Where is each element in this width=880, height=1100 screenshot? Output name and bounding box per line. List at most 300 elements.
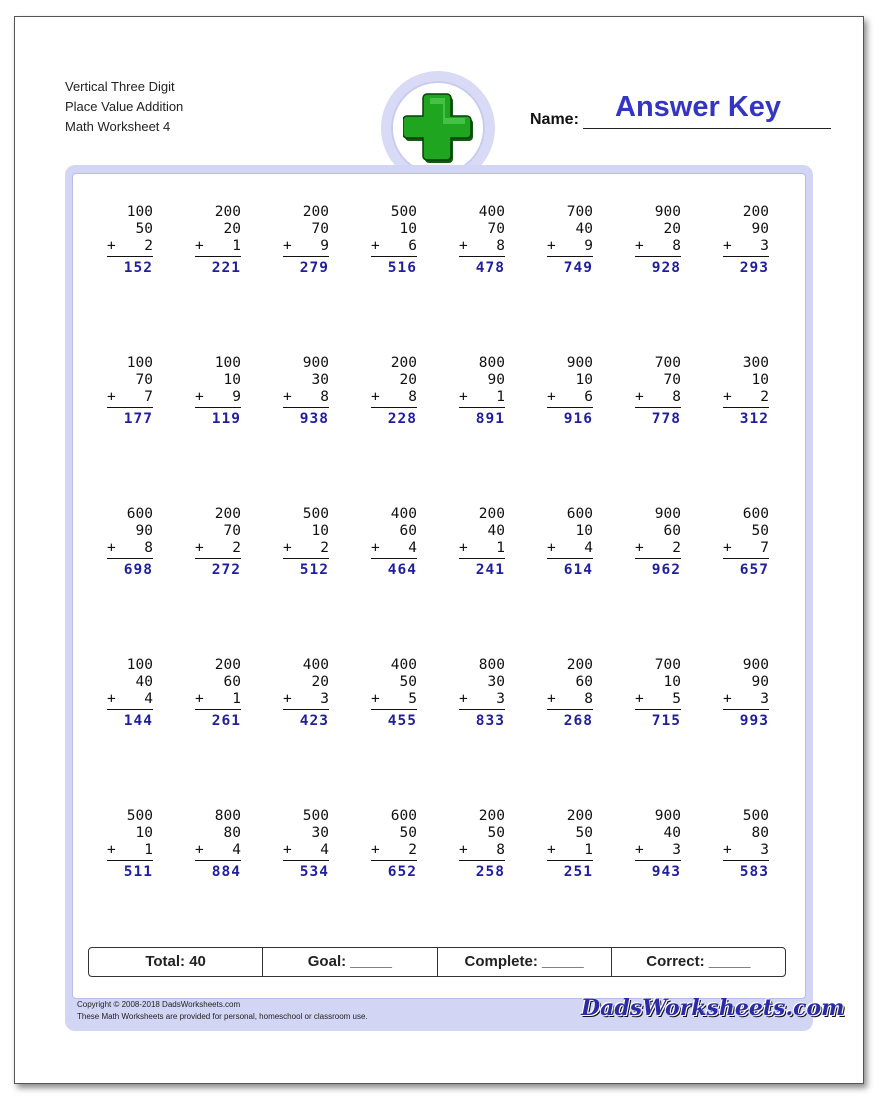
addition-problem <box>459 204 505 277</box>
plus-sign: + <box>107 540 116 556</box>
addend-3-row <box>459 842 505 861</box>
addition-problem <box>107 808 153 881</box>
addend-2: 10 <box>575 372 593 388</box>
answer: 177 <box>123 411 153 427</box>
addend-3-row <box>547 691 593 710</box>
answer: 833 <box>475 713 505 729</box>
plus-sign: + <box>459 842 468 858</box>
name-field-line[interactable] <box>583 128 831 129</box>
plus-sign: + <box>459 389 468 405</box>
addend-3-row <box>547 238 593 257</box>
addend-3-row <box>107 691 153 710</box>
addend-3-row <box>723 691 769 710</box>
title-line-1: Vertical Three Digit <box>65 79 175 94</box>
plus-sign: + <box>723 691 732 707</box>
plus-sign: + <box>635 238 644 254</box>
plus-sign: + <box>195 540 204 556</box>
addend-2: 10 <box>223 372 241 388</box>
plus-sign: + <box>371 842 380 858</box>
addition-problem <box>723 506 769 579</box>
addend-2: 50 <box>399 825 417 841</box>
addend-2: 90 <box>751 221 769 237</box>
answer: 152 <box>123 260 153 276</box>
plus-sign: + <box>723 842 732 858</box>
addend-3-row <box>547 540 593 559</box>
addend-3: 9 <box>232 389 241 405</box>
plus-sign: + <box>107 691 116 707</box>
plus-sign: + <box>635 389 644 405</box>
addition-problem <box>723 657 769 730</box>
addend-3: 8 <box>320 389 329 405</box>
addend-3-row <box>107 389 153 408</box>
plus-sign: + <box>107 842 116 858</box>
addend-3-row <box>547 842 593 861</box>
plus-sign: + <box>723 389 732 405</box>
addend-3-row <box>371 389 417 408</box>
addend-3: 2 <box>320 540 329 556</box>
addend-2: 70 <box>135 372 153 388</box>
addend-1: 300 <box>742 355 769 371</box>
addition-problem <box>635 808 681 881</box>
addition-problem <box>107 355 153 428</box>
copyright-line-1: Copyright © 2008-2018 DadsWorksheets.com <box>77 1000 241 1009</box>
answer: 715 <box>651 713 681 729</box>
answer: 614 <box>563 562 593 578</box>
addition-problem <box>283 355 329 428</box>
addend-3-row <box>195 842 241 861</box>
plus-sign: + <box>547 842 556 858</box>
copyright-notice <box>77 999 368 1023</box>
addition-problem <box>195 657 241 730</box>
addend-2: 90 <box>135 523 153 539</box>
addend-3-row <box>459 540 505 559</box>
addition-problem <box>371 808 417 881</box>
addition-problem <box>635 506 681 579</box>
addend-3-row <box>723 238 769 257</box>
answer: 312 <box>739 411 769 427</box>
answer: 928 <box>651 260 681 276</box>
answer: 251 <box>563 864 593 880</box>
addend-2: 30 <box>311 825 329 841</box>
answer: 228 <box>387 411 417 427</box>
addend-3: 3 <box>760 238 769 254</box>
addend-1: 600 <box>566 506 593 522</box>
addition-problem <box>635 355 681 428</box>
addend-3-row <box>283 691 329 710</box>
plus-sign: + <box>107 389 116 405</box>
title-line-3: Math Worksheet 4 <box>65 119 171 134</box>
addend-1: 200 <box>390 355 417 371</box>
addend-3-row <box>635 842 681 861</box>
addend-3: 1 <box>144 842 153 858</box>
addition-problem <box>107 204 153 277</box>
addend-1: 900 <box>654 204 681 220</box>
answer: 938 <box>299 411 329 427</box>
addend-2: 80 <box>223 825 241 841</box>
addend-3-row <box>283 389 329 408</box>
addition-problem <box>371 506 417 579</box>
addition-problem <box>459 657 505 730</box>
addend-3-row <box>635 691 681 710</box>
addend-3: 5 <box>672 691 681 707</box>
addend-2: 30 <box>487 674 505 690</box>
addend-3: 4 <box>232 842 241 858</box>
answer: 657 <box>739 562 769 578</box>
addition-problem <box>459 506 505 579</box>
addend-2: 10 <box>751 372 769 388</box>
addition-problem <box>283 808 329 881</box>
addend-1: 200 <box>214 506 241 522</box>
answer: 891 <box>475 411 505 427</box>
addend-1: 900 <box>302 355 329 371</box>
complete-cell: Complete: _____ <box>438 948 612 976</box>
addition-problem <box>283 657 329 730</box>
addend-3: 1 <box>584 842 593 858</box>
addend-2: 10 <box>663 674 681 690</box>
plus-sign: + <box>371 238 380 254</box>
addition-problem <box>195 355 241 428</box>
addend-3-row <box>635 540 681 559</box>
answer: 144 <box>123 713 153 729</box>
addend-2: 40 <box>135 674 153 690</box>
addend-1: 200 <box>566 808 593 824</box>
addend-2: 10 <box>311 523 329 539</box>
addend-3: 7 <box>144 389 153 405</box>
addend-3: 9 <box>584 238 593 254</box>
addend-1: 200 <box>214 204 241 220</box>
problem-frame <box>65 165 845 1031</box>
addend-2: 90 <box>487 372 505 388</box>
plus-sign: + <box>195 389 204 405</box>
addend-2: 60 <box>399 523 417 539</box>
plus-sign: + <box>547 540 556 556</box>
addend-2: 40 <box>575 221 593 237</box>
addend-2: 60 <box>663 523 681 539</box>
addend-3-row <box>107 540 153 559</box>
answer: 652 <box>387 864 417 880</box>
addend-1: 200 <box>478 506 505 522</box>
plus-sign: + <box>547 691 556 707</box>
answer-key-text: Answer Key <box>615 91 782 123</box>
addend-3-row <box>547 389 593 408</box>
answer: 258 <box>475 864 505 880</box>
title-line-2: Place Value Addition <box>65 99 184 114</box>
plus-sign: + <box>723 238 732 254</box>
addend-3: 1 <box>496 540 505 556</box>
addend-2: 50 <box>487 825 505 841</box>
addend-1: 700 <box>654 657 681 673</box>
addend-1: 100 <box>214 355 241 371</box>
answer: 293 <box>739 260 769 276</box>
addend-1: 200 <box>302 204 329 220</box>
addend-3: 2 <box>672 540 681 556</box>
addition-problem <box>723 204 769 277</box>
answer: 241 <box>475 562 505 578</box>
answer: 534 <box>299 864 329 880</box>
plus-sign: + <box>283 238 292 254</box>
addition-problem <box>195 204 241 277</box>
answer: 583 <box>739 864 769 880</box>
addend-3: 4 <box>320 842 329 858</box>
addend-3-row <box>459 238 505 257</box>
plus-sign: + <box>283 842 292 858</box>
plus-sign: + <box>635 691 644 707</box>
addend-3-row <box>283 842 329 861</box>
answer: 221 <box>211 260 241 276</box>
addition-problem <box>459 355 505 428</box>
answer: 279 <box>299 260 329 276</box>
score-bar <box>88 947 786 977</box>
plus-icon <box>403 91 475 167</box>
addend-3: 5 <box>408 691 417 707</box>
addend-3: 8 <box>672 238 681 254</box>
addend-2: 20 <box>663 221 681 237</box>
addend-1: 500 <box>302 506 329 522</box>
addend-2: 70 <box>223 523 241 539</box>
addend-3-row <box>723 842 769 861</box>
addition-problem <box>723 808 769 881</box>
addend-1: 800 <box>214 808 241 824</box>
addend-1: 500 <box>390 204 417 220</box>
addend-1: 500 <box>742 808 769 824</box>
addend-3: 1 <box>496 389 505 405</box>
addend-3-row <box>107 238 153 257</box>
addend-1: 100 <box>126 204 153 220</box>
answer: 698 <box>123 562 153 578</box>
plus-sign: + <box>459 691 468 707</box>
addition-problem <box>283 204 329 277</box>
addend-2: 70 <box>311 221 329 237</box>
addend-3: 4 <box>408 540 417 556</box>
plus-sign: + <box>195 691 204 707</box>
worksheet-title <box>65 77 183 137</box>
total-cell: Total: 40 <box>89 948 263 976</box>
addition-problem <box>371 355 417 428</box>
plus-sign: + <box>635 540 644 556</box>
addend-3: 4 <box>584 540 593 556</box>
addend-3: 1 <box>232 691 241 707</box>
addend-1: 700 <box>654 355 681 371</box>
addend-1: 400 <box>478 204 505 220</box>
addend-2: 70 <box>487 221 505 237</box>
addend-3-row <box>195 540 241 559</box>
addend-1: 600 <box>742 506 769 522</box>
addend-1: 500 <box>302 808 329 824</box>
addend-2: 30 <box>311 372 329 388</box>
addition-problem <box>547 808 593 881</box>
answer: 511 <box>123 864 153 880</box>
goal-cell: Goal: _____ <box>263 948 437 976</box>
addition-problem <box>547 204 593 277</box>
addend-3: 8 <box>408 389 417 405</box>
answer: 943 <box>651 864 681 880</box>
addend-2: 10 <box>135 825 153 841</box>
plus-sign: + <box>283 540 292 556</box>
addend-3: 4 <box>144 691 153 707</box>
plus-sign: + <box>283 691 292 707</box>
addend-3-row <box>459 389 505 408</box>
addend-3-row <box>283 238 329 257</box>
addend-3-row <box>283 540 329 559</box>
addition-problem <box>371 657 417 730</box>
addend-2: 50 <box>399 674 417 690</box>
addend-3-row <box>459 691 505 710</box>
addend-2: 10 <box>399 221 417 237</box>
answer: 464 <box>387 562 417 578</box>
addend-3: 2 <box>232 540 241 556</box>
plus-sign: + <box>547 389 556 405</box>
plus-sign: + <box>195 238 204 254</box>
addend-3: 7 <box>760 540 769 556</box>
addend-1: 900 <box>566 355 593 371</box>
answer: 512 <box>299 562 329 578</box>
answer: 455 <box>387 713 417 729</box>
addend-1: 800 <box>478 355 505 371</box>
addend-1: 900 <box>654 808 681 824</box>
addend-3: 1 <box>232 238 241 254</box>
addend-3: 3 <box>672 842 681 858</box>
addend-1: 700 <box>566 204 593 220</box>
addend-3-row <box>371 238 417 257</box>
addend-3: 6 <box>408 238 417 254</box>
addend-3-row <box>635 238 681 257</box>
addition-problem <box>635 204 681 277</box>
plus-sign: + <box>371 540 380 556</box>
addend-3-row <box>107 842 153 861</box>
plus-sign: + <box>195 842 204 858</box>
addend-3: 8 <box>672 389 681 405</box>
addend-3: 3 <box>760 691 769 707</box>
addend-2: 50 <box>575 825 593 841</box>
addend-2: 50 <box>135 221 153 237</box>
addend-3: 6 <box>584 389 593 405</box>
addend-3: 3 <box>496 691 505 707</box>
problem-area <box>72 173 806 999</box>
addend-2: 40 <box>487 523 505 539</box>
answer: 423 <box>299 713 329 729</box>
copyright-line-2: These Math Worksheets are provided for personal, homeschool or classroom use. <box>77 1012 368 1021</box>
addition-problem <box>371 204 417 277</box>
addition-problem <box>635 657 681 730</box>
addend-3: 2 <box>408 842 417 858</box>
addition-problem <box>283 506 329 579</box>
addend-3-row <box>371 691 417 710</box>
addend-1: 400 <box>302 657 329 673</box>
addend-3: 3 <box>760 842 769 858</box>
answer: 916 <box>563 411 593 427</box>
addition-problem <box>195 808 241 881</box>
answer: 516 <box>387 260 417 276</box>
plus-sign: + <box>459 540 468 556</box>
addend-1: 900 <box>654 506 681 522</box>
addend-3: 2 <box>760 389 769 405</box>
addend-2: 20 <box>223 221 241 237</box>
addend-1: 200 <box>742 204 769 220</box>
answer: 884 <box>211 864 241 880</box>
addition-problem <box>107 506 153 579</box>
addend-1: 900 <box>742 657 769 673</box>
addend-1: 200 <box>566 657 593 673</box>
addend-3-row <box>635 389 681 408</box>
answer: 962 <box>651 562 681 578</box>
addition-problem <box>195 506 241 579</box>
addend-3: 8 <box>496 238 505 254</box>
name-label: Name: <box>530 111 579 128</box>
addend-1: 500 <box>126 808 153 824</box>
plus-sign: + <box>371 691 380 707</box>
addend-1: 100 <box>126 355 153 371</box>
answer: 119 <box>211 411 241 427</box>
addend-1: 600 <box>390 808 417 824</box>
answer: 268 <box>563 713 593 729</box>
addition-problem <box>723 355 769 428</box>
addition-problem <box>547 657 593 730</box>
addend-2: 50 <box>751 523 769 539</box>
addend-1: 800 <box>478 657 505 673</box>
addend-3-row <box>723 389 769 408</box>
addend-3: 8 <box>584 691 593 707</box>
addend-3: 3 <box>320 691 329 707</box>
brand-logo: DadsWorksheets.com <box>581 995 845 1021</box>
addend-3-row <box>371 842 417 861</box>
addend-2: 80 <box>751 825 769 841</box>
addend-2: 60 <box>223 674 241 690</box>
answer: 749 <box>563 260 593 276</box>
plus-sign: + <box>107 238 116 254</box>
addition-problem <box>547 506 593 579</box>
addend-1: 200 <box>214 657 241 673</box>
addend-3-row <box>195 691 241 710</box>
addend-1: 100 <box>126 657 153 673</box>
plus-sign: + <box>723 540 732 556</box>
addend-3-row <box>371 540 417 559</box>
addend-2: 40 <box>663 825 681 841</box>
addend-2: 10 <box>575 523 593 539</box>
plus-sign: + <box>371 389 380 405</box>
addend-3-row <box>723 540 769 559</box>
addend-3: 8 <box>144 540 153 556</box>
addend-3: 2 <box>144 238 153 254</box>
addend-2: 60 <box>575 674 593 690</box>
worksheet-page <box>14 16 864 1084</box>
addend-1: 400 <box>390 506 417 522</box>
plus-sign: + <box>283 389 292 405</box>
answer: 778 <box>651 411 681 427</box>
addition-problem <box>459 808 505 881</box>
answer: 478 <box>475 260 505 276</box>
addend-1: 200 <box>478 808 505 824</box>
addend-3-row <box>195 238 241 257</box>
plus-sign: + <box>547 238 556 254</box>
addition-problem <box>107 657 153 730</box>
addition-problem <box>547 355 593 428</box>
addend-3: 9 <box>320 238 329 254</box>
addend-1: 600 <box>126 506 153 522</box>
answer: 261 <box>211 713 241 729</box>
answer: 993 <box>739 713 769 729</box>
answer: 272 <box>211 562 241 578</box>
addend-1: 400 <box>390 657 417 673</box>
addend-2: 70 <box>663 372 681 388</box>
plus-sign: + <box>635 842 644 858</box>
correct-cell: Correct: _____ <box>646 953 751 970</box>
addend-3: 8 <box>496 842 505 858</box>
addend-2: 90 <box>751 674 769 690</box>
addend-2: 20 <box>311 674 329 690</box>
addend-2: 20 <box>399 372 417 388</box>
plus-sign: + <box>459 238 468 254</box>
addend-3-row <box>195 389 241 408</box>
